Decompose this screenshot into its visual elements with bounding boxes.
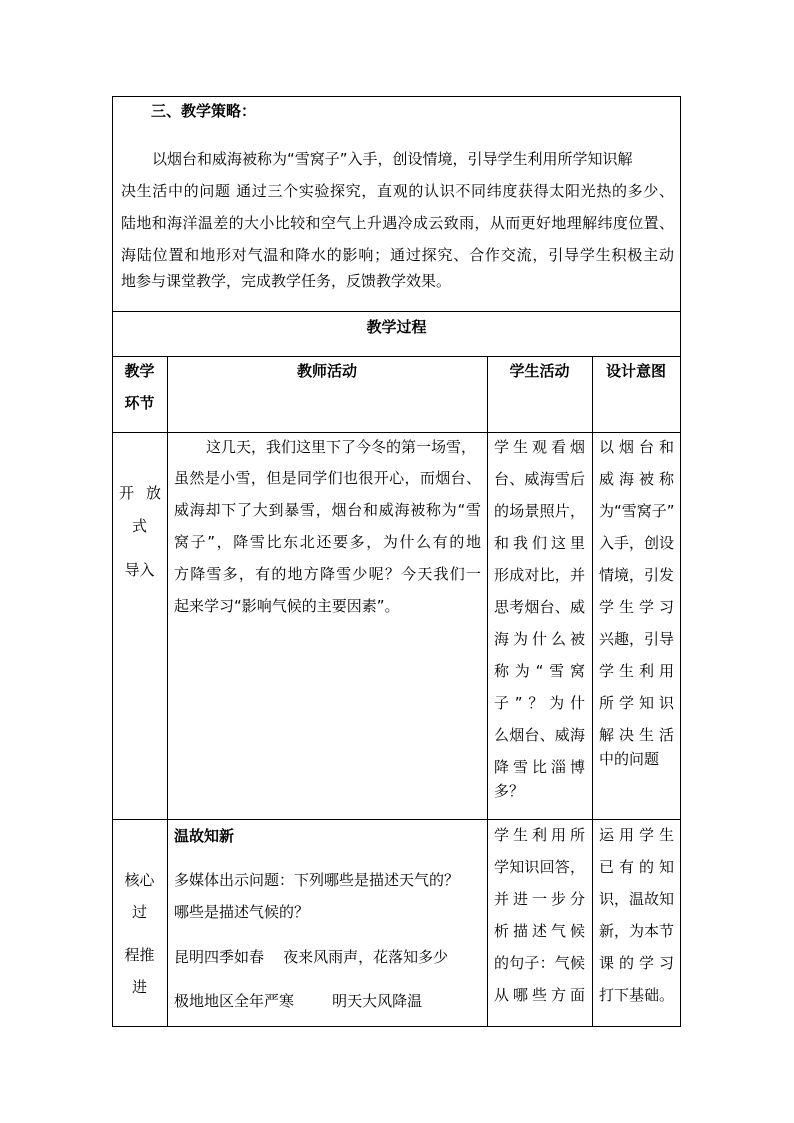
student-activity-line: 和我们这里 bbox=[494, 534, 585, 552]
teacher-activity-line: 威海却下了大到暴雪，烟台和威海被称为“雪 bbox=[174, 501, 481, 519]
teacher-activity-line: 哪些是描述气候的？ bbox=[174, 903, 310, 921]
design-intent-line: 以烟台和 bbox=[599, 438, 674, 456]
design-intent-line: 学生学习 bbox=[599, 598, 674, 616]
stage-label: 程推 bbox=[124, 946, 155, 964]
student-activity-line: 台、威海雪后 bbox=[494, 470, 585, 488]
strategy-paragraph-line: 陆地和海洋温差的大小比较和空气上升遇冷成云致雨，从而更好地理解纬度位置、 bbox=[121, 214, 674, 232]
strategy-paragraph-line: 决生活中的问题 通过三个实验探究，直观的认识不同纬度获得太阳光热的多少、 bbox=[121, 182, 674, 200]
student-activity-line: 么烟台、威海 bbox=[494, 726, 585, 744]
design-intent-line: 解决生活 bbox=[599, 726, 674, 744]
teacher-activity-line: 方降雪多，有的地方降雪少呢？今天我们一 bbox=[174, 565, 481, 583]
student-activity-line: 海为什么被 bbox=[494, 630, 585, 648]
student-activity-line: 学生利用所 bbox=[494, 826, 585, 844]
header-teacher-activity: 教师活动 bbox=[296, 362, 357, 380]
design-intent-line: 打下基础。 bbox=[599, 986, 675, 1004]
design-intent-line: 威海被称 bbox=[599, 470, 674, 488]
design-intent-line: 课的学习 bbox=[599, 954, 674, 972]
teacher-activity-line: 昆明四季如春 夜来风雨声，花落知多少 bbox=[174, 948, 449, 966]
stage-label: 开 放 bbox=[119, 484, 161, 502]
table-border-top bbox=[112, 96, 681, 97]
student-activity-line: 的句子：气候 bbox=[494, 954, 585, 972]
header-design-intent: 设计意图 bbox=[605, 362, 666, 380]
teacher-activity-line: 起来学习“影响气候的主要因素”。 bbox=[174, 597, 400, 615]
student-activity-line: 称为“雪窝 bbox=[494, 662, 585, 680]
design-intent-line: 运用学生 bbox=[599, 826, 674, 844]
stage-label: 式 bbox=[131, 517, 147, 535]
design-intent-line: 中的问题 bbox=[599, 750, 660, 768]
student-activity-line: 析描述气候 bbox=[494, 922, 585, 940]
header-stage: 环节 bbox=[124, 394, 155, 412]
student-activity-line: 形成对比，并 bbox=[494, 566, 585, 584]
strategy-paragraph-line: 地参与课堂教学，完成教学任务，反馈教学效果。 bbox=[121, 272, 452, 290]
teacher-activity-line: 这几天，我们这里下了今冬的第一场雪， bbox=[206, 438, 477, 456]
teacher-activity-line: 虽然是小雪，但是同学们也很开心，而烟台、 bbox=[174, 469, 481, 487]
design-intent-line: 已有的知 bbox=[599, 858, 674, 876]
column-divider bbox=[487, 356, 488, 1027]
teacher-activity-heading: 温故知新 bbox=[174, 827, 235, 845]
strategy-paragraph-line: 以烟台和威海被称为“雪窝子”入手，创设情境，引导学生利用所学知识解 bbox=[152, 150, 633, 168]
design-intent-line: 新，为本节 bbox=[599, 922, 675, 940]
student-activity-line: 并进一步分 bbox=[494, 890, 585, 908]
student-activity-line: 子”？为什 bbox=[494, 694, 585, 712]
table-rule bbox=[112, 311, 681, 312]
stage-label: 导入 bbox=[124, 561, 155, 579]
student-activity-line: 降雪比淄博 bbox=[494, 758, 585, 776]
design-intent-line: 为“雪窝子” bbox=[599, 502, 675, 520]
design-intent-line: 学生利用 bbox=[599, 662, 674, 680]
design-intent-line: 所学知识 bbox=[599, 694, 674, 712]
stage-label: 进 bbox=[131, 978, 147, 996]
student-activity-line: 学知识回答， bbox=[494, 858, 585, 876]
table-border-right bbox=[680, 96, 681, 1027]
student-activity-line: 的场景照片， bbox=[494, 502, 585, 520]
header-student-activity: 学生活动 bbox=[509, 362, 570, 380]
header-stage: 教学 bbox=[124, 362, 155, 380]
column-divider bbox=[592, 356, 593, 1027]
teacher-activity-line: 极地地区全年严寒 明天大风降温 bbox=[174, 992, 423, 1010]
table-rule bbox=[112, 819, 681, 820]
design-intent-line: 入手，创设 bbox=[599, 534, 675, 552]
column-divider bbox=[167, 356, 168, 1027]
student-activity-line: 思考烟台、威 bbox=[494, 598, 585, 616]
table-rule bbox=[112, 356, 681, 357]
design-intent-line: 情境，引发 bbox=[599, 566, 675, 584]
student-activity-line: 从哪些方面 bbox=[494, 986, 585, 1004]
student-activity-line: 多？ bbox=[494, 782, 525, 800]
table-rule bbox=[112, 432, 681, 433]
stage-label: 核心 bbox=[124, 871, 155, 889]
design-intent-line: 兴趣，引导 bbox=[599, 630, 675, 648]
strategy-heading: 三、教学策略： bbox=[151, 102, 257, 120]
teacher-activity-line: 窝子”，降雪比东北还要多，为什么有的地 bbox=[174, 533, 481, 551]
teacher-activity-line: 多媒体出示问题：下列哪些是描述天气的？ bbox=[174, 871, 460, 889]
table-border-bottom bbox=[112, 1026, 681, 1027]
student-activity-line: 学生观看烟 bbox=[494, 438, 585, 456]
process-title: 教学过程 bbox=[366, 318, 427, 336]
design-intent-line: 识，温故知 bbox=[599, 890, 675, 908]
strategy-paragraph-line: 海陆位置和地形对气温和降水的影响；通过探究、合作交流，引导学生积极主动 bbox=[121, 246, 674, 264]
stage-label: 过 bbox=[131, 903, 147, 921]
